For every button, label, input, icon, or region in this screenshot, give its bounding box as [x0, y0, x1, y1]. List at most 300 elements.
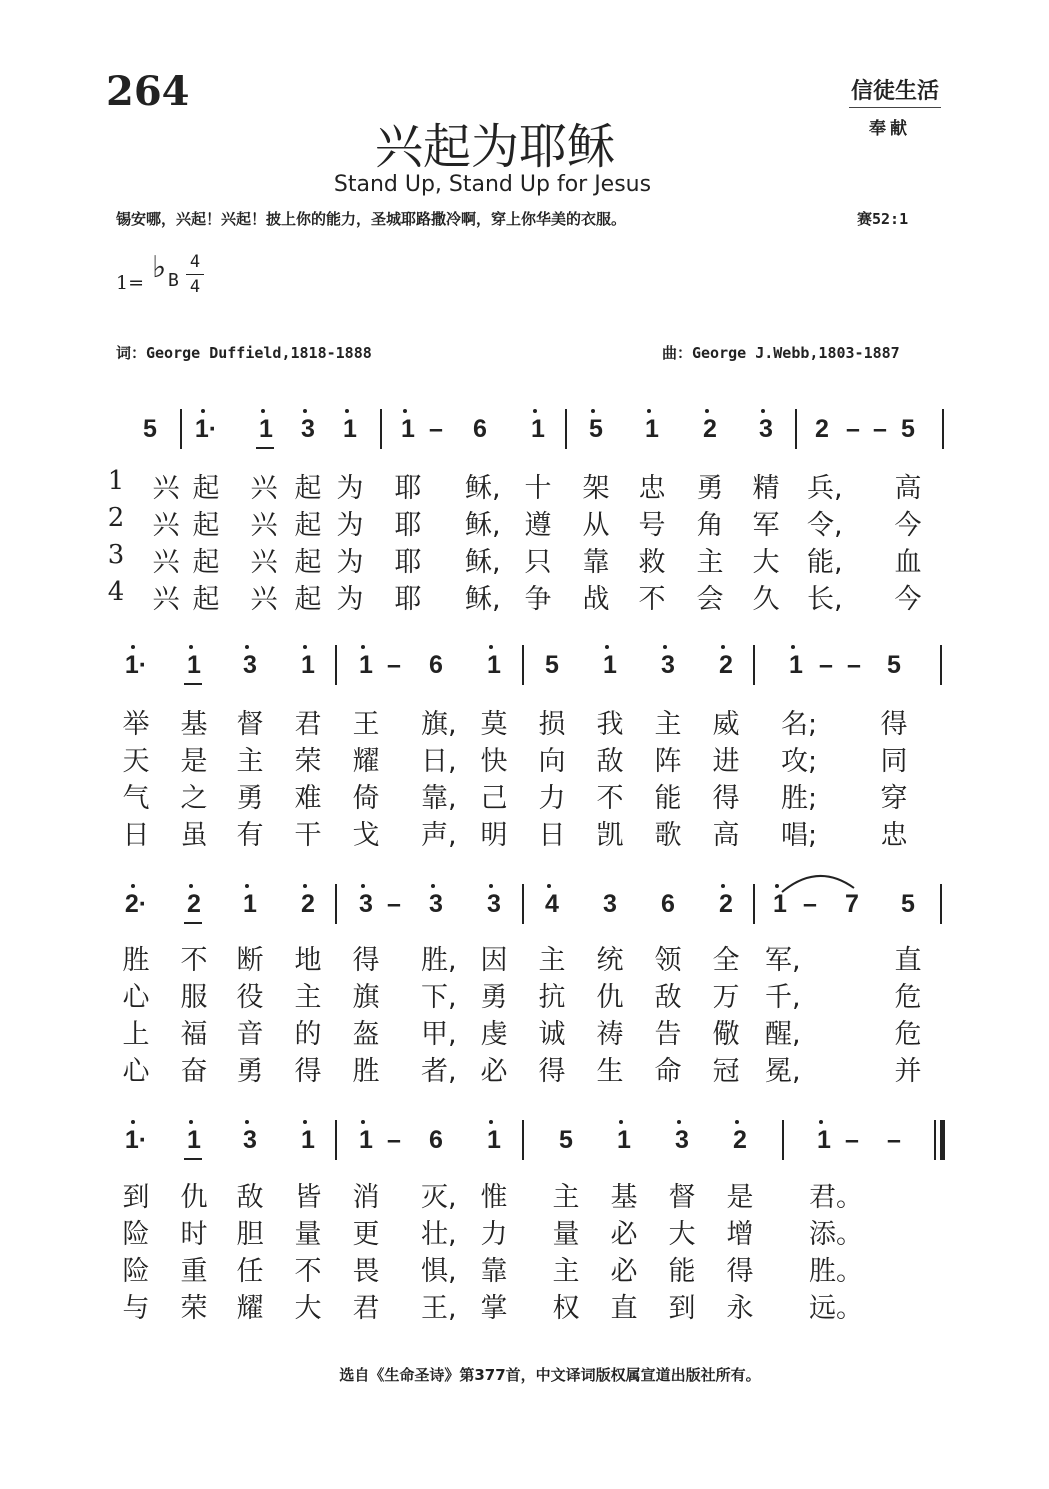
note: – — [387, 890, 401, 918]
octave-dot — [303, 409, 307, 413]
lyric-syllable: 主 — [294, 982, 322, 1013]
lyric-syllable: 有 — [236, 820, 264, 851]
lyric-syllable: 不 — [638, 584, 666, 615]
note: 6 — [429, 651, 443, 679]
lyric-syllable: 莫 — [480, 709, 508, 740]
octave-dot — [533, 409, 537, 413]
lyric-syllable: 仇 — [596, 982, 624, 1013]
lyric-syllable: 勇 — [236, 1056, 264, 1087]
octave-dot — [791, 645, 795, 649]
lyric-syllable: 仇 — [180, 1182, 208, 1213]
octave-dot — [705, 409, 709, 413]
note: – — [873, 415, 887, 443]
note: 3 — [359, 890, 373, 918]
lyric-syllable: 胜; — [781, 783, 818, 814]
bar-line — [940, 645, 942, 685]
lyric-syllable: 统 — [596, 945, 624, 976]
lyric-syllable: 敌 — [654, 982, 682, 1013]
lyric-syllable: 得 — [294, 1056, 322, 1087]
bar-line — [940, 884, 942, 924]
lyric-syllable: 穿 — [880, 783, 908, 814]
lyric-syllable: 危 — [894, 1019, 922, 1050]
lyric-syllable: 地 — [294, 945, 322, 976]
lyric-syllable: 兴 — [250, 510, 278, 541]
note: 1 — [243, 890, 257, 918]
lyric-syllable: 起 — [294, 473, 322, 504]
lyric-syllable: 歌 — [654, 820, 682, 851]
note: – — [846, 415, 860, 443]
octave-dot — [131, 1120, 135, 1124]
lyric-syllable: 心 — [122, 982, 150, 1013]
lyric-syllable: 戈 — [352, 820, 380, 851]
octave-dot — [547, 884, 551, 888]
octave-dot — [361, 1120, 365, 1124]
lyric-syllable: 虔 — [480, 1019, 508, 1050]
lyric-syllable: 音 — [236, 1019, 264, 1050]
octave-dot — [647, 409, 651, 413]
lyric-syllable: 名; — [781, 709, 818, 740]
lyric-syllable: 久 — [752, 584, 780, 615]
note: 4 — [545, 890, 559, 918]
scripture-reference: 赛52:1 — [857, 210, 909, 228]
lyric-syllable: 为 — [336, 547, 364, 578]
lyric-syllable: 日, — [421, 746, 457, 777]
octave-dot — [245, 1120, 249, 1124]
bar-line — [795, 409, 797, 449]
lyric-syllable: 惟 — [480, 1182, 508, 1213]
lyric-syllable: 忠 — [638, 473, 666, 504]
lyric-syllable: 勇 — [236, 783, 264, 814]
note: 3 — [301, 415, 315, 443]
lyric-syllable: 役 — [236, 982, 264, 1013]
octave-dot — [245, 884, 249, 888]
note: 1 — [617, 1126, 631, 1154]
octave-dot — [819, 1120, 823, 1124]
eighth-underline — [184, 922, 202, 924]
lyric-syllable: 兴 — [250, 584, 278, 615]
octave-dot — [261, 409, 265, 413]
lyric-syllable: 己 — [480, 783, 508, 814]
lyric-syllable: 服 — [180, 982, 208, 1013]
subcategory-label: 奉献 — [869, 119, 911, 139]
lyric-syllable: 到 — [122, 1182, 150, 1213]
lyric-syllable: 损 — [538, 709, 566, 740]
lyric-syllable: 险 — [122, 1219, 150, 1250]
lyric-syllable: 起 — [294, 510, 322, 541]
lyric-syllable: 耶 — [394, 510, 422, 541]
lyric-syllable: 灭, — [421, 1182, 457, 1213]
octave-dot — [201, 409, 205, 413]
lyric-syllable: 唱; — [781, 820, 818, 851]
lyric-syllable: 是 — [180, 746, 208, 777]
lyric-syllable: 重 — [180, 1256, 208, 1287]
lyric-syllable: 祷 — [596, 1019, 624, 1050]
lyric-syllable: 危 — [894, 982, 922, 1013]
lyric-syllable: 时 — [180, 1219, 208, 1250]
lyric-syllable: 精 — [752, 473, 780, 504]
lyric-syllable: 胜。 — [809, 1256, 863, 1287]
lyric-syllable: 基 — [610, 1182, 638, 1213]
octave-dot — [303, 884, 307, 888]
verse-number: 1 — [107, 466, 125, 496]
time-signature-bottom: 4 — [189, 277, 201, 297]
lyric-syllable: 虽 — [180, 820, 208, 851]
lyric-syllable: 兴 — [250, 473, 278, 504]
lyric-syllable: 任 — [236, 1256, 264, 1287]
lyric-syllable: 主 — [538, 945, 566, 976]
slur — [778, 868, 878, 898]
bar-line — [180, 409, 182, 449]
lyric-syllable: 救 — [638, 547, 666, 578]
note: 5 — [589, 415, 603, 443]
octave-dot — [591, 409, 595, 413]
lyric-syllable: 稣, — [465, 473, 501, 504]
note: – — [429, 415, 443, 443]
lyric-syllable: 皆 — [294, 1182, 322, 1213]
bar-line — [335, 1120, 337, 1160]
note: 1 — [531, 415, 545, 443]
note: 1 — [817, 1126, 831, 1154]
lyric-syllable: 福 — [180, 1019, 208, 1050]
lyric-syllable: 敌 — [236, 1182, 264, 1213]
lyric-syllable: 兵, — [807, 473, 843, 504]
lyric-syllable: 醒, — [765, 1019, 801, 1050]
lyric-syllable: 能, — [807, 547, 843, 578]
lyric-syllable: 千, — [765, 982, 801, 1013]
lyric-syllable: 荣 — [180, 1293, 208, 1324]
lyric-syllable: 会 — [696, 584, 724, 615]
note: 2 — [187, 890, 201, 918]
octave-dot — [403, 409, 407, 413]
lyric-syllable: 冠 — [712, 1056, 740, 1087]
lyric-syllable: 我 — [596, 709, 624, 740]
lyric-syllable: 长, — [807, 584, 843, 615]
note: 2 — [815, 415, 829, 443]
note: – — [887, 1126, 901, 1154]
lyric-syllable: 靠, — [421, 783, 457, 814]
source-note: 选自《生命圣诗》第377首，中文译词版权属宣道出版社所有。 — [339, 1366, 761, 1384]
octave-dot — [735, 1120, 739, 1124]
note: 2· — [124, 890, 148, 918]
time-signature — [186, 250, 204, 299]
lyric-syllable: 为 — [336, 584, 364, 615]
note: 3 — [675, 1126, 689, 1154]
bar-line — [335, 884, 337, 924]
lyric-syllable: 遵 — [524, 510, 552, 541]
lyric-syllable: 稣, — [465, 547, 501, 578]
lyric-syllable: 告 — [654, 1019, 682, 1050]
octave-dot — [303, 1120, 307, 1124]
lyric-syllable: 明 — [480, 820, 508, 851]
lyric-syllable: 诚 — [538, 1019, 566, 1050]
octave-dot — [131, 884, 135, 888]
lyric-syllable: 壮, — [421, 1219, 457, 1250]
lyric-syllable: 更 — [352, 1219, 380, 1250]
note: 2 — [719, 890, 733, 918]
lyric-syllable: 十 — [524, 473, 552, 504]
octave-dot — [189, 645, 193, 649]
lyric-syllable: 力 — [480, 1219, 508, 1250]
lyric-syllable: 勇 — [696, 473, 724, 504]
note: 1· — [194, 415, 218, 443]
lyric-syllable: 量 — [552, 1219, 580, 1250]
lyric-syllable: 为 — [336, 473, 364, 504]
time-signature-top: 4 — [189, 252, 201, 272]
note: 5 — [545, 651, 559, 679]
lyric-syllable: 全 — [712, 945, 740, 976]
lyric-syllable: 天 — [122, 746, 150, 777]
lyric-syllable: 稣, — [465, 584, 501, 615]
note: 1 — [259, 415, 273, 443]
lyric-syllable: 得 — [880, 709, 908, 740]
octave-dot — [761, 409, 765, 413]
lyric-syllable: 胜 — [352, 1056, 380, 1087]
lyric-syllable: 主 — [236, 746, 264, 777]
lyric-syllable: 永 — [726, 1293, 754, 1324]
bar-line — [753, 884, 755, 924]
bar-line — [522, 1120, 524, 1160]
lyric-syllable: 角 — [696, 510, 724, 541]
octave-dot — [677, 1120, 681, 1124]
lyric-syllable: 畏 — [352, 1256, 380, 1287]
lyric-syllable: 心 — [122, 1056, 150, 1087]
lyric-syllable: 高 — [894, 473, 922, 504]
lyric-syllable: 难 — [294, 783, 322, 814]
lyric-syllable: 耀 — [352, 746, 380, 777]
lyric-syllable: 只 — [524, 547, 552, 578]
lyric-syllable: 直 — [610, 1293, 638, 1324]
lyric-syllable: 耀 — [236, 1293, 264, 1324]
lyric-syllable: 主 — [654, 709, 682, 740]
lyric-syllable: 消 — [352, 1182, 380, 1213]
lyric-syllable: 主 — [552, 1182, 580, 1213]
lyric-syllable: 得 — [712, 783, 740, 814]
note: 3 — [603, 890, 617, 918]
lyric-syllable: 大 — [294, 1293, 322, 1324]
lyric-syllable: 主 — [696, 547, 724, 578]
note: 5 — [143, 415, 157, 443]
note: 1 — [359, 651, 373, 679]
lyric-syllable: 远。 — [809, 1293, 863, 1324]
lyric-syllable: 起 — [294, 547, 322, 578]
bar-line — [522, 645, 524, 685]
bar-line — [942, 409, 944, 449]
octave-dot — [489, 1120, 493, 1124]
lyric-syllable: 血 — [894, 547, 922, 578]
lyric-syllable: 声, — [421, 820, 457, 851]
lyric-syllable: 兴 — [152, 584, 180, 615]
note: 5 — [559, 1126, 573, 1154]
bar-line — [782, 1120, 784, 1160]
lyric-syllable: 并 — [894, 1056, 922, 1087]
lyric-syllable: 今 — [894, 584, 922, 615]
lyric-syllable: 胜 — [122, 945, 150, 976]
key-prefix: 1= — [116, 272, 145, 294]
lyric-syllable: 儆 — [712, 1019, 740, 1050]
lyric-syllable: 君 — [352, 1293, 380, 1324]
note: – — [845, 1126, 859, 1154]
lyric-syllable: 督 — [668, 1182, 696, 1213]
lyric-syllable: 旗 — [352, 982, 380, 1013]
bar-line — [380, 409, 382, 449]
lyric-syllable: 快 — [480, 746, 508, 777]
lyric-syllable: 进 — [712, 746, 740, 777]
lyric-syllable: 王 — [352, 709, 380, 740]
lyric-syllable: 直 — [894, 945, 922, 976]
lyric-syllable: 起 — [294, 584, 322, 615]
lyric-syllable: 凯 — [596, 820, 624, 851]
final-bar-line — [940, 1120, 945, 1160]
lyric-syllable: 奋 — [180, 1056, 208, 1087]
lyric-syllable: 争 — [524, 584, 552, 615]
lyric-syllable: 大 — [668, 1219, 696, 1250]
lyric-syllable: 靠 — [582, 547, 610, 578]
note: 1 — [301, 1126, 315, 1154]
note: 7 — [845, 890, 859, 918]
lyric-syllable: 不 — [294, 1256, 322, 1287]
lyric-syllable: 者, — [421, 1056, 457, 1087]
octave-dot — [345, 409, 349, 413]
octave-dot — [721, 645, 725, 649]
lyric-syllable: 必 — [480, 1056, 508, 1087]
scripture-quote: 锡安哪，兴起！兴起！披上你的能力，圣城耶路撒冷啊，穿上你华美的衣服。 — [116, 210, 627, 228]
lyric-syllable: 气 — [122, 783, 150, 814]
lyric-syllable: 干 — [294, 820, 322, 851]
note: 3 — [759, 415, 773, 443]
lyric-syllable: 向 — [538, 746, 566, 777]
octave-dot — [189, 1120, 193, 1124]
note: – — [387, 651, 401, 679]
note: 2 — [301, 890, 315, 918]
lyric-syllable: 命 — [654, 1056, 682, 1087]
note: – — [847, 651, 861, 679]
octave-dot — [663, 645, 667, 649]
lyric-syllable: 耶 — [394, 473, 422, 504]
lyric-syllable: 掌 — [480, 1293, 508, 1324]
lyric-syllable: 王, — [421, 1293, 457, 1324]
hymn-number: 264 — [106, 68, 190, 115]
lyric-syllable: 号 — [638, 510, 666, 541]
lyric-syllable: 忠 — [880, 820, 908, 851]
lyric-syllable: 君 — [294, 709, 322, 740]
octave-dot — [131, 645, 135, 649]
bar-line — [335, 645, 337, 685]
lyric-syllable: 基 — [180, 709, 208, 740]
note: – — [803, 890, 817, 918]
lyric-syllable: 是 — [726, 1182, 754, 1213]
note: 1· — [124, 651, 148, 679]
note: 1 — [487, 1126, 501, 1154]
note: 3 — [429, 890, 443, 918]
lyric-syllable: 威 — [712, 709, 740, 740]
lyric-syllable: 断 — [236, 945, 264, 976]
lyric-syllable: 从 — [582, 510, 610, 541]
lyric-syllable: 令, — [807, 510, 843, 541]
octave-dot — [245, 645, 249, 649]
note: 1 — [343, 415, 357, 443]
composer-credit: 曲：George J.Webb,1803-1887 — [662, 344, 900, 362]
note: 1 — [487, 651, 501, 679]
octave-dot — [605, 645, 609, 649]
lyricist-credit: 词：George Duffield,1818-1888 — [116, 344, 372, 362]
note: 3 — [243, 1126, 257, 1154]
bar-line — [753, 645, 755, 685]
lyric-syllable: 增 — [726, 1219, 754, 1250]
lyric-syllable: 下, — [421, 982, 457, 1013]
lyric-syllable: 日 — [122, 820, 150, 851]
lyric-syllable: 军 — [752, 510, 780, 541]
lyric-syllable: 勇 — [480, 982, 508, 1013]
lyric-syllable: 盔 — [352, 1019, 380, 1050]
verse-number: 2 — [107, 503, 125, 533]
lyric-syllable: 与 — [122, 1293, 150, 1324]
octave-dot — [721, 884, 725, 888]
note: 1 — [773, 890, 787, 918]
note: 3 — [243, 651, 257, 679]
lyric-syllable: 万 — [712, 982, 740, 1013]
lyric-syllable: 阵 — [654, 746, 682, 777]
lyric-syllable: 得 — [538, 1056, 566, 1087]
lyric-syllable: 量 — [294, 1219, 322, 1250]
octave-dot — [489, 645, 493, 649]
note: 5 — [901, 415, 915, 443]
note: 1 — [359, 1126, 373, 1154]
note: 5 — [887, 651, 901, 679]
note: 1 — [187, 651, 201, 679]
lyric-syllable: 之 — [180, 783, 208, 814]
lyric-syllable: 必 — [610, 1256, 638, 1287]
note: 1· — [124, 1126, 148, 1154]
octave-dot — [431, 884, 435, 888]
lyric-syllable: 督 — [236, 709, 264, 740]
octave-dot — [189, 884, 193, 888]
lyric-syllable: 胆 — [236, 1219, 264, 1250]
lyric-syllable: 生 — [596, 1056, 624, 1087]
lyric-syllable: 日 — [538, 820, 566, 851]
lyric-syllable: 险 — [122, 1256, 150, 1287]
lyric-syllable: 冕, — [765, 1056, 801, 1087]
bar-line — [934, 1120, 936, 1160]
note: 1 — [645, 415, 659, 443]
lyric-syllable: 为 — [336, 510, 364, 541]
lyric-syllable: 起 — [192, 547, 220, 578]
bar-line — [565, 409, 567, 449]
note: 3 — [661, 651, 675, 679]
lyric-syllable: 上 — [122, 1019, 150, 1050]
note: 1 — [789, 651, 803, 679]
hymn-title-english: Stand Up, Stand Up for Jesus — [333, 172, 652, 197]
lyric-syllable: 耶 — [394, 584, 422, 615]
lyric-syllable: 高 — [712, 820, 740, 851]
eighth-underline — [184, 1158, 202, 1160]
note: 1 — [603, 651, 617, 679]
lyric-syllable: 兴 — [250, 547, 278, 578]
lyric-syllable: 攻; — [781, 746, 818, 777]
note: – — [819, 651, 833, 679]
eighth-underline — [256, 447, 274, 449]
lyric-syllable: 耶 — [394, 547, 422, 578]
note: 6 — [473, 415, 487, 443]
category-label: 信徒生活 — [849, 74, 941, 108]
lyric-syllable: 大 — [752, 547, 780, 578]
note: 2 — [703, 415, 717, 443]
lyric-syllable: 靠 — [480, 1256, 508, 1287]
lyric-syllable: 添。 — [809, 1219, 863, 1250]
flat-icon: ♭ — [152, 250, 167, 285]
lyric-syllable: 领 — [654, 945, 682, 976]
lyric-syllable: 兴 — [152, 473, 180, 504]
lyric-syllable: 不 — [596, 783, 624, 814]
